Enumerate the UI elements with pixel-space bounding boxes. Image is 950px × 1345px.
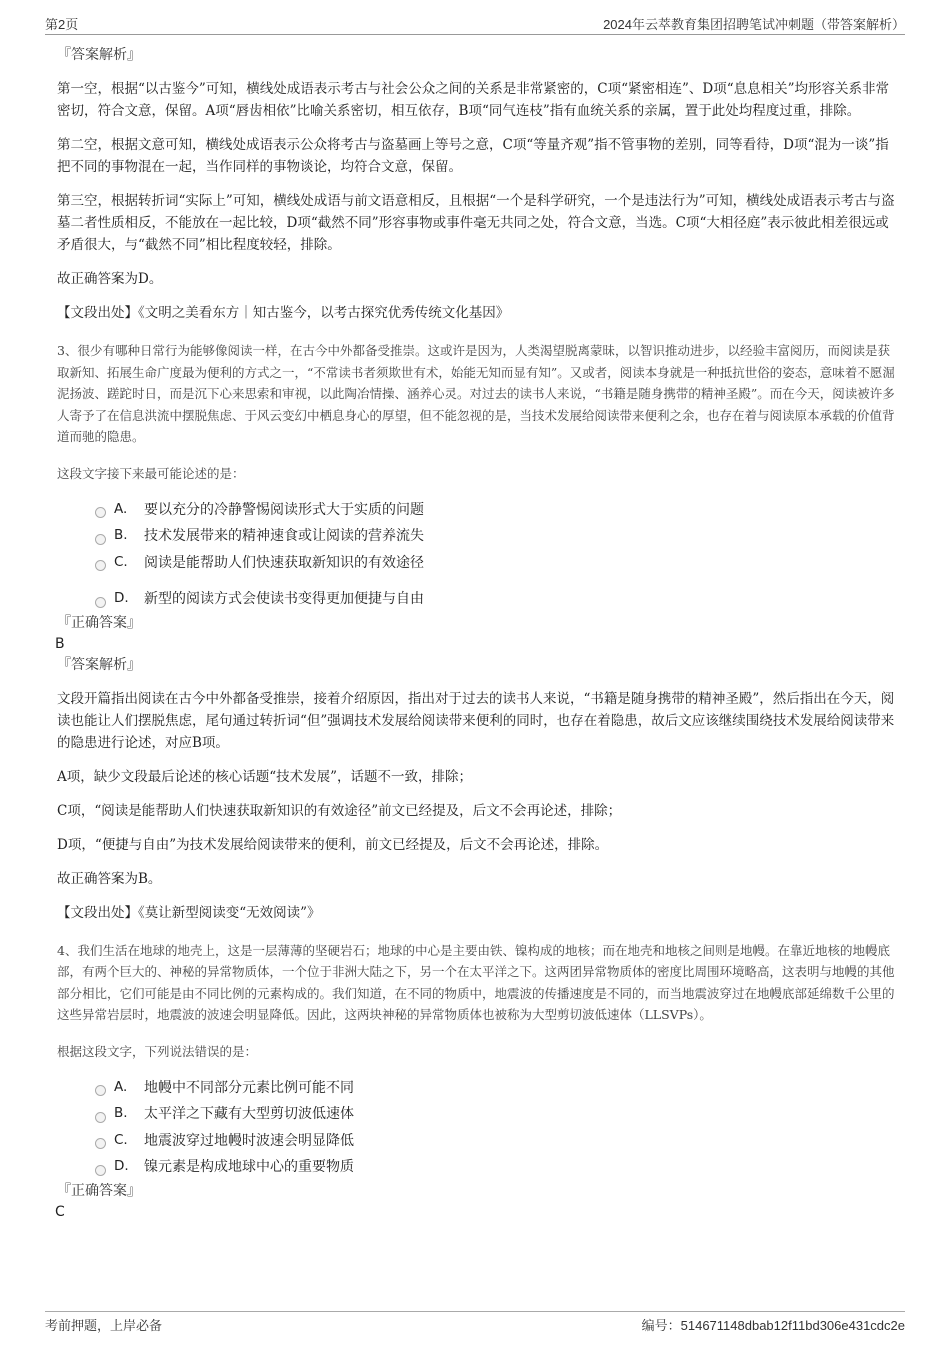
- radio-button-icon[interactable]: [95, 507, 106, 518]
- option-c[interactable]: [95, 1127, 898, 1154]
- analysis-paragraph: A项，缺少文段最后论述的核心话题“技术发展”，话题不一致，排除；: [57, 768, 473, 785]
- source-citation: 【文段出处】《莫让新型阅读变“无效阅读”》: [57, 904, 321, 921]
- option-b[interactable]: [95, 522, 898, 549]
- question-passage: 4、我们生活在地球的地壳上，这是一层薄薄的坚硬岩石；地球的中心是主要由铁、镍构成的地核；而在地壳和地核之间则是地幔。在靠近地核的地幔底部，有两个巨大的、神秘的异常物质体，一个位于非洲大陆之下，另一个在太平洋之下。这两团异常物质体的密度比周围环境略高，这表明与地幔的其他部分相比，它们可能是由不同比例的元素构成的。我们知道，在不同的物质中，地震波的传播速度是不同的，而当地震波穿过在地幔底部延绵数千公里的这些异常岩层时，地震波的波速会明显降低。因此，这两块神秘的异常物质体也被称为大型剪切波低速体（LLSVPs）。: [57, 942, 895, 1022]
- analysis-paragraph: 第二空，根据文意可知，横线处成语表示公众将考古与盗墓画上等号之意，C项“等量齐观”指不管事物的差别，同等看待，D项“混为一谈”指把不同的事物混在一起，当作同样的事物谈论，均符合文意，保留。: [57, 137, 889, 175]
- analysis-paragraph: 第三空，根据转折词“实际上”可知，横线处成语与前文语意相反，且根据“一个是科学研究，一个是违法行为”可知，横线处成语表示考古与盗墓二者性质相反，不能放在一起比较，D项“截然不同”形容事物或事件毫无共同之处，符合文意，当选。C项“大相径庭”表示彼此相差很远或矛盾很大，与“截然不同”相比程度较轻，排除。: [57, 193, 895, 253]
- question-4: [57, 940, 898, 1222]
- option-text: 新型的阅读方式会使读书变得更加便捷与自由: [144, 591, 424, 608]
- option-text: 要以充分的冷静警惕阅读形式大于实质的问题: [144, 501, 424, 518]
- analysis-label: 『答案解析』: [57, 47, 141, 63]
- q2-analysis-section: [57, 44, 898, 324]
- option-text: 镍元素是构成地球中心的重要物质: [144, 1159, 354, 1176]
- analysis-label: 『答案解析』: [57, 656, 141, 673]
- option-letter: D.: [114, 590, 129, 607]
- option-c[interactable]: [95, 549, 898, 576]
- option-letter: C.: [114, 1131, 128, 1148]
- analysis-conclusion: 故正确答案为D。: [57, 271, 163, 287]
- option-letter: B.: [114, 527, 128, 544]
- correct-answer-label: 『正确答案』: [57, 614, 141, 631]
- option-text: 阅读是能帮助人们快速获取新知识的有效途径: [144, 554, 424, 571]
- document-serial: 编号：514671148dbab12f11bd306e431cdc2e: [641, 1318, 905, 1333]
- option-text: 技术发展带来的精神速食或让阅读的营养流失: [144, 528, 424, 545]
- option-d[interactable]: [95, 585, 898, 612]
- option-letter: B.: [114, 1105, 128, 1122]
- analysis-paragraph: C项，“阅读是能帮助人们快速获取新知识的有效途径”前文已经提及，后文不会再论述，排除；: [57, 802, 622, 819]
- analysis-conclusion: 故正确答案为B。: [57, 870, 162, 887]
- source-citation: 【文段出处】《文明之美看东方｜知古鉴今，以考古探究优秀传统文化基因》: [57, 305, 510, 321]
- question-prompt: 根据这段文字，下列说法错误的是：: [57, 1043, 258, 1059]
- option-text: 太平洋之下藏有大型剪切波低速体: [144, 1106, 354, 1123]
- option-letter: D.: [114, 1158, 129, 1175]
- correct-answer-label: 『正确答案』: [57, 1182, 141, 1199]
- radio-button-icon[interactable]: [95, 1112, 106, 1123]
- radio-button-icon[interactable]: [95, 597, 106, 608]
- option-a[interactable]: [95, 1074, 898, 1101]
- radio-button-icon[interactable]: [95, 1138, 106, 1149]
- option-b[interactable]: [95, 1100, 898, 1127]
- option-list: [95, 496, 898, 612]
- option-letter: A.: [114, 500, 128, 517]
- radio-button-icon[interactable]: [95, 560, 106, 571]
- radio-button-icon[interactable]: [95, 1165, 106, 1176]
- question-passage: 3、很少有哪种日常行为能够像阅读一样，在古今中外都备受推崇。这或许是因为，人类渴望脱离蒙昧，以智识推动进步，以经验丰富阅历，而阅读是获取新知、拓展生命广度最为便利的方式之一，“不常读书者须欺世有术，始能无知而显有知”。又或者，阅读本身就是一种抵抗世俗的姿态，意味着不愿淈泥扬波、蹉跎时日，而是沉下心来思索和审视，以此陶冶情操、涵养心灵。对过去的读书人来说，“书籍是随身携带的精神圣殿”。而在今天，阅读被许多人寄予了在信息洪流中摆脱焦虑、于风云变幻中栖息身心的厚望，但不能忽视的是，当技术发展给阅读带来便利之余，也存在着与阅读原本承载的价值背道而驰的隐患。: [57, 343, 895, 444]
- correct-answer: C: [55, 1203, 65, 1220]
- option-letter: C.: [114, 553, 128, 570]
- analysis-paragraph: 文段开篇指出阅读在古今中外都备受推崇，接着介绍原因，指出对于过去的读书人来说，“书籍是随身携带的精神圣殿”，然后指出在今天，阅读也能让人们摆脱焦虑，尾句通过转折词“但”强调技术发展给阅读带来便利的同时，也存在着隐患，故后文应该继续围绕技术发展给阅读带来的隐患进行论述，对应B项。: [57, 690, 895, 751]
- option-text: 地震波穿过地幔时波速会明显降低: [144, 1132, 354, 1149]
- radio-button-icon[interactable]: [95, 1085, 106, 1096]
- footer-slogan: 考前押题，上岸必备: [45, 1318, 163, 1333]
- page-content: [57, 44, 898, 1222]
- document-title: 2024年云萃教育集团招聘笔试冲刺题（带答案解析）: [603, 17, 905, 32]
- correct-answer: B: [55, 635, 65, 652]
- option-text: 地幔中不同部分元素比例可能不同: [144, 1079, 354, 1096]
- analysis-paragraph: D项，“便捷与自由”为技术发展给阅读带来的便利，前文已经提及，后文不会再论述，排除。: [57, 836, 609, 853]
- page-footer: [45, 1311, 905, 1333]
- radio-button-icon[interactable]: [95, 534, 106, 545]
- question-3: [57, 340, 898, 924]
- analysis-paragraph: 第一空，根据“以古鉴今”可知，横线处成语表示考古与社会公众之间的关系是非常紧密的，C项“紧密相连”、D项“息息相关”均形容关系非常密切，符合文意，保留。A项“唇齿相依”比喻关系密切，相互依存，B项“同气连枝”指有血统关系的亲属，置于此处均程度过重，排除。: [57, 81, 890, 119]
- page-number: 第2页: [45, 17, 79, 32]
- page-header: [45, 12, 905, 35]
- option-d[interactable]: [95, 1153, 898, 1180]
- option-a[interactable]: [95, 496, 898, 523]
- question-prompt: 这段文字接下来最可能论述的是：: [57, 465, 245, 481]
- option-letter: A.: [114, 1078, 128, 1095]
- option-list: [95, 1074, 898, 1180]
